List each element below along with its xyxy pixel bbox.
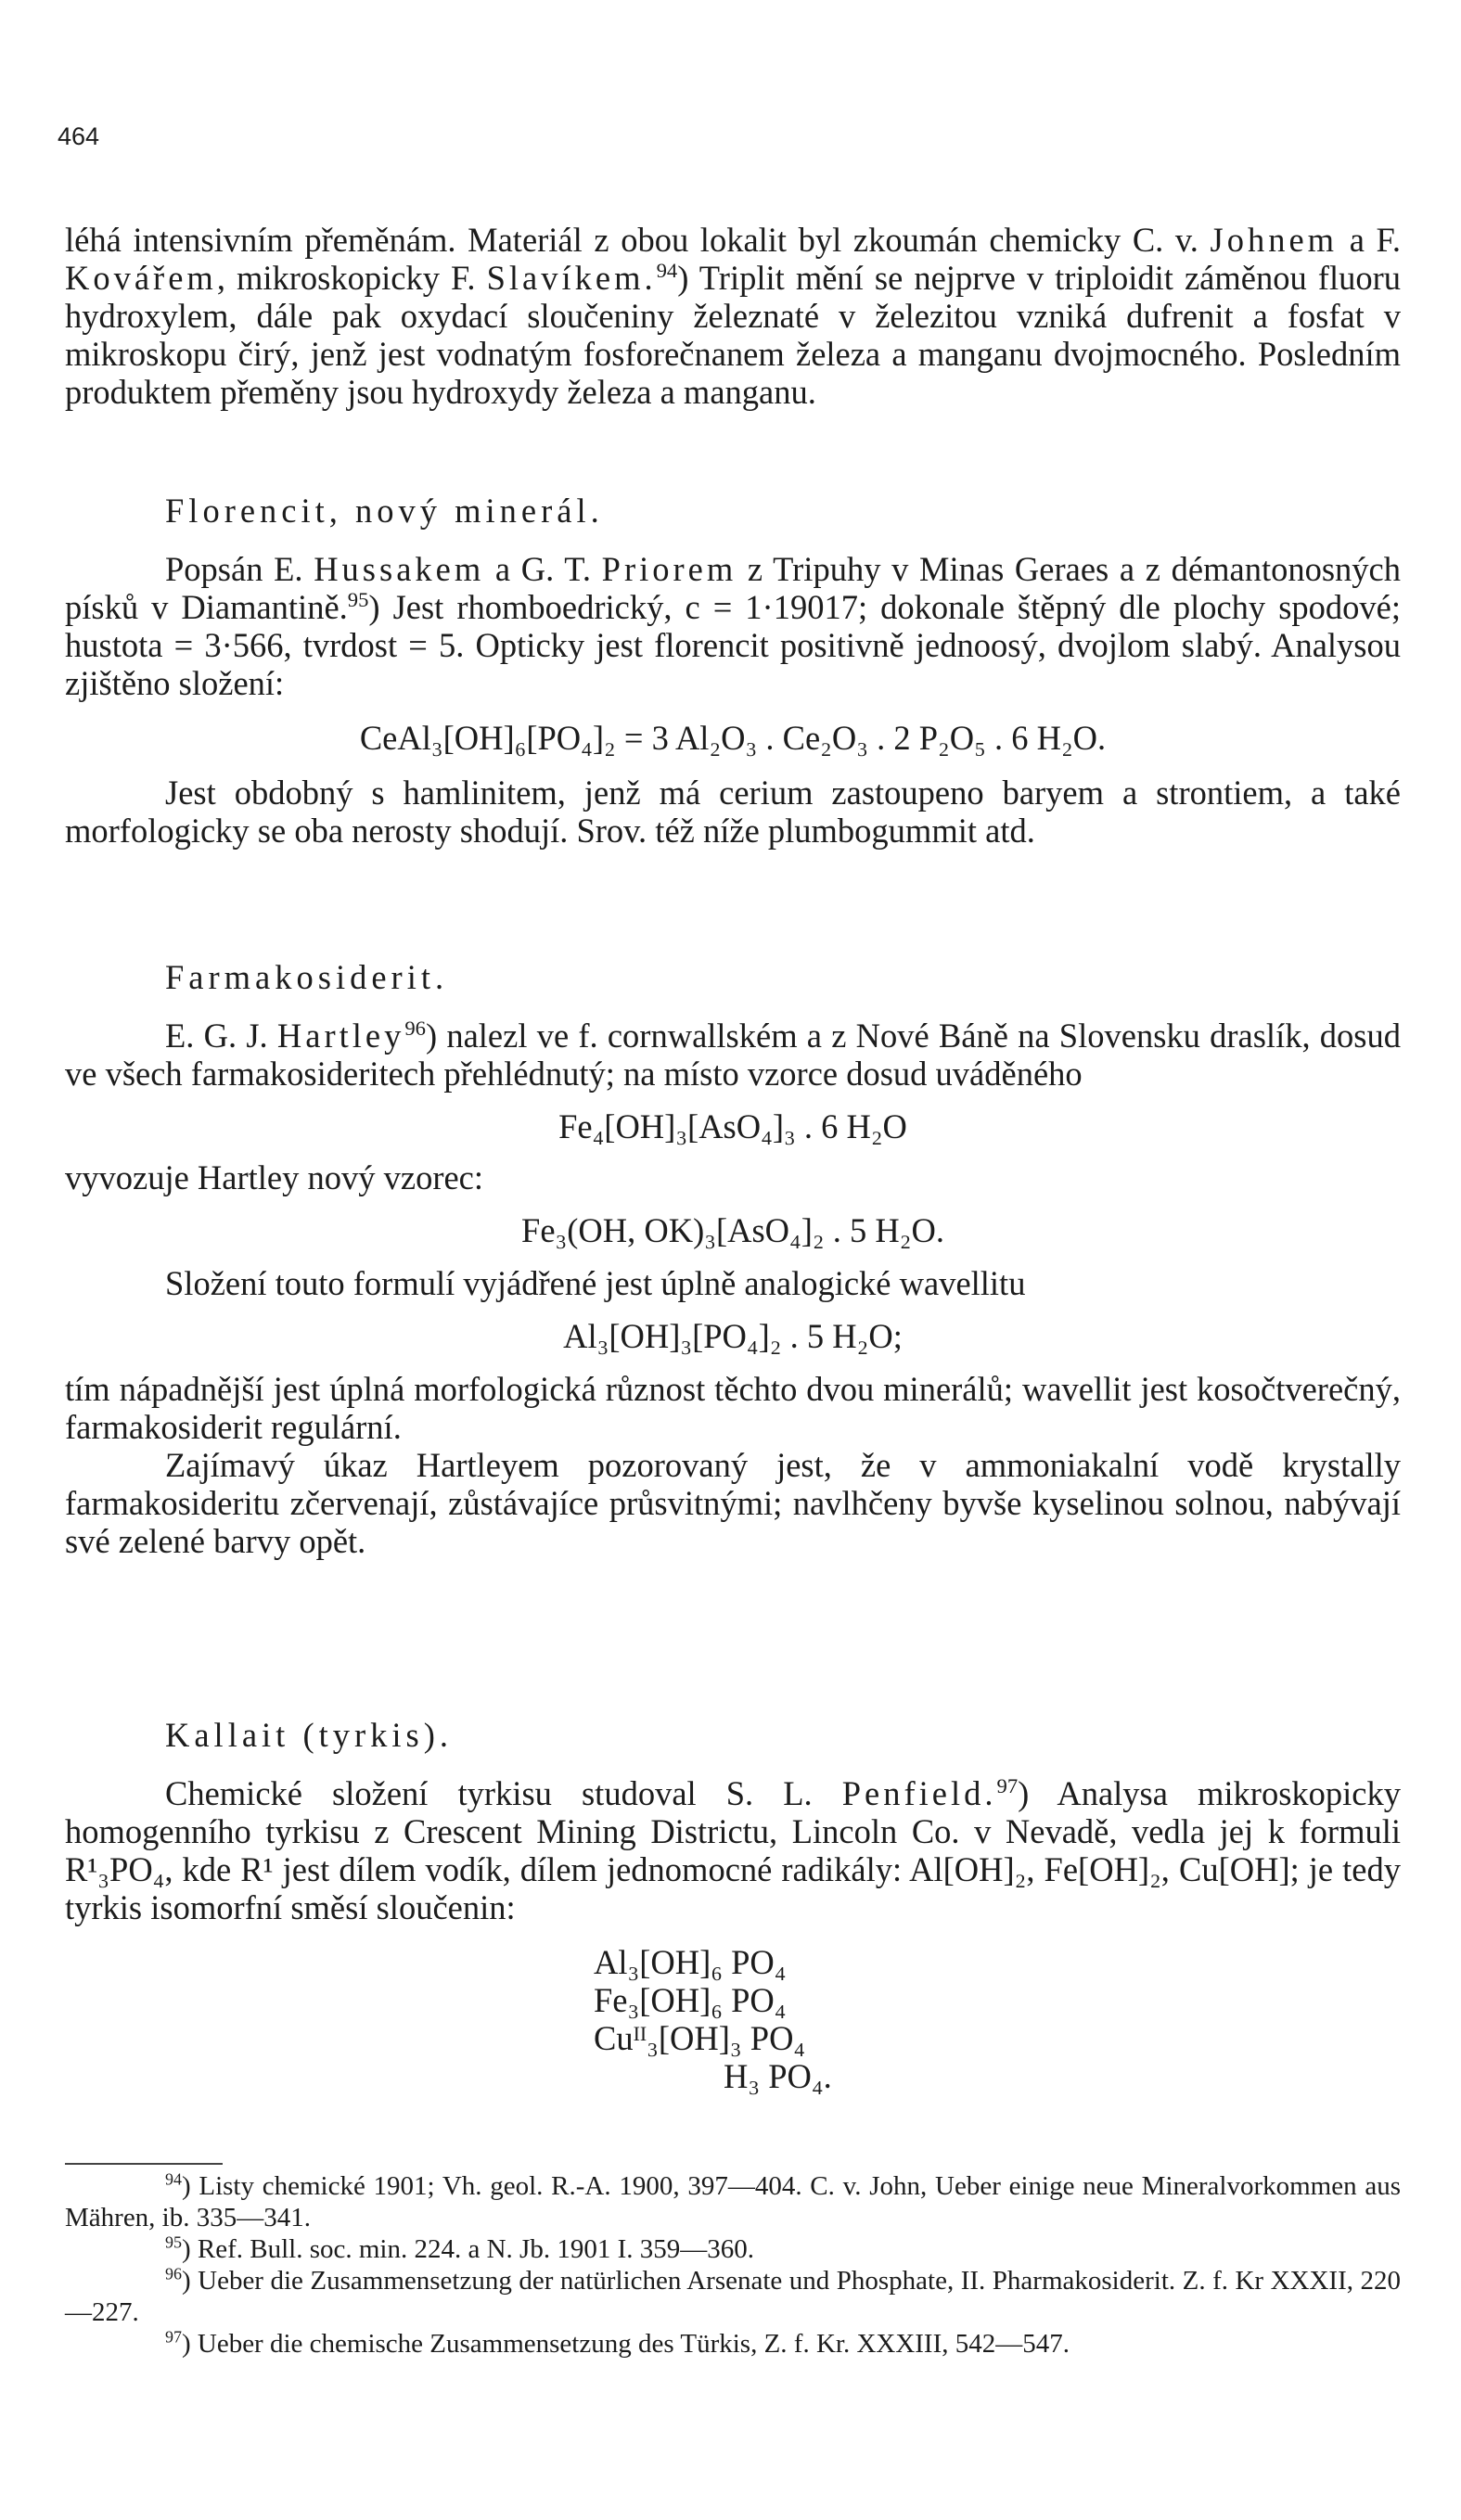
ammonia-observation-paragraph: Zajímavý úkaz Hartleyem pozorovaný jest, že v ammoniakalní vodě krystally farmakosideritu zčervenají, zůstávajíce průsvitnými; navlhčeny byvše kyselinou solnou, nabývají své zelené barvy opět. (65, 1446, 1401, 1560)
tyrkis-formula-stack (594, 1943, 1401, 2095)
section-florencit (65, 492, 1401, 850)
wavellite-comparison: Složení touto formulí vyjádřené jest úplně analogické wavellitu (165, 1264, 1026, 1302)
footnote-95: $^{95}$) Ref. Bull. soc. min. 224. a N. Jb. 1901 I. 359—360. (165, 2232, 754, 2264)
section-farmakosiderit (65, 958, 1401, 1560)
footnote-ref-97: 97 (996, 1773, 1019, 1797)
footnote-ref-95: 95 (347, 587, 369, 611)
florencit-paragraph: Popsán E. Hussakem a G. T. Priorem z Tripuhy v Minas Geraes a z démantonosných písků v Diamantině.$^{95}$) Jest rhomboedrický, c = 1·19017; dokonale štěpný dle plochy spodové; hustota = 3·566, tvrdost = 5. Opticky jest florencit positivně jednoosý, dvojlom slabý. Analysou zjištěno složení: (65, 550, 1401, 702)
tyrkis-formula-cu: Cuᴵᴵ₃[OH]₃ PO₄ (594, 2019, 806, 2057)
footnotes (65, 2163, 1401, 2360)
intro-paragraph: léhá intensivním přeměnám. Materiál z obou lokalit byl zkoumán chemicky C. v. Johnem a F. Kovářem, mikroskopicky F. Slavíkem.$^{94}$) Triplit mění se nejprve v triploidit záměnou fluoru hydroxylem, dále pak oxydací sloučeniny železnaté v železitou vzniká dufrenit a fosfat v mikroskopu čirý, jenž jest vodnatým fosforečnanem železa a manganu dvojmocného. Posledním produktem přeměny jsou hydroxydy železa a manganu. (65, 221, 1402, 411)
footnote-ref-96: 96 (404, 1016, 426, 1040)
section-kallait (65, 1716, 1401, 2095)
page-number: 464 (58, 122, 100, 150)
kallait-paragraph: Chemické složení tyrkisu studoval S. L. Penfield.$^{97}$) Analysa mikroskopicky homogenního tyrkisu z Crescent Mining Districtu, Lincoln Co. v Nevadě, vedla jej k formuli R¹₃PO₄, kde R¹ jest dílem vodík, dílem jednomocné radikály: Al[OH]₂, Fe[OH]₂, Cu[OH]; je tedy tyrkis isomorfní směsí sloučenin: (65, 1773, 1401, 1926)
farmakosiderit-new-formula-intro: vyvozuje Hartley nový vzorec: (65, 1158, 484, 1196)
farmakosiderit-formula-old: Fe₄[OH]₃[AsO₄]₃ . 6 H₂O (558, 1107, 907, 1145)
morphology-paragraph: tím nápadnější jest úplná morfologická různost těchto dvou minerálů; wavellit jest kosočtverečný, farmakosiderit regulární. (65, 1370, 1401, 1446)
footnote-97: $^{97}$) Ueber die chemische Zusammensetzung des Türkis, Z. f. Kr. XXXIII, 542—547. (165, 2327, 1070, 2359)
farmakosiderit-paragraph: E. G. J. Hartley$^{96}$) nalezl ve f. cornwallském a z Nové Báně na Slovensku draslík, dosud ve všech farmakosideritech přehlédnutý; na místo vzorce dosud uváděného (65, 1016, 1402, 1093)
footnote-96: $^{96}$) Ueber die Zusammensetzung der natürlichen Arsenate und Phosphate, II. Pharmakosiderit. Z. f. Kr XXXII, 220—227. (65, 2264, 1401, 2327)
footnote-ref-94: 94 (656, 258, 678, 282)
tyrkis-formula-al: Al₃[OH]₆ PO₄ (594, 1943, 787, 1981)
section-heading-farmakosiderit: Farmakosiderit. (165, 958, 449, 996)
intro-section (65, 221, 1401, 411)
section-heading-florencit: Florencit, nový minerál. (165, 492, 604, 530)
florencit-comparison: Jest obdobný s hamlinitem, jenž má cerium zastoupeno baryem a strontiem, a také morfologicky se oba nerosty shodují. Srov. též níže plumbogummit atd. (65, 774, 1401, 850)
section-heading-kallait: Kallait (tyrkis). (165, 1716, 454, 1754)
footnote-94: $^{94}$) Listy chemické 1901; Vh. geol. R.-A. 1900, 397—404. C. v. John, Ueber einige neue Mineralvorkommen aus Mähren, ib. 335—341. (65, 2169, 1401, 2232)
florencit-formula: CeAl₃[OH]₆[PO₄]₂ = 3 Al₂O₃ . Ce₂O₃ . 2 P₂O₅ . 6 H₂O. (359, 719, 1107, 757)
tyrkis-formula-h: H₃ PO₄. (724, 2057, 832, 2095)
farmakosiderit-formula-new: Fe₃(OH, OK)₃[AsO₄]₂ . 5 H₂O. (521, 1211, 944, 1249)
wavellite-formula: Al₃[OH]₃[PO₄]₂ . 5 H₂O; (563, 1317, 903, 1355)
tyrkis-formula-fe: Fe₃[OH]₆ PO₄ (594, 1981, 787, 2019)
